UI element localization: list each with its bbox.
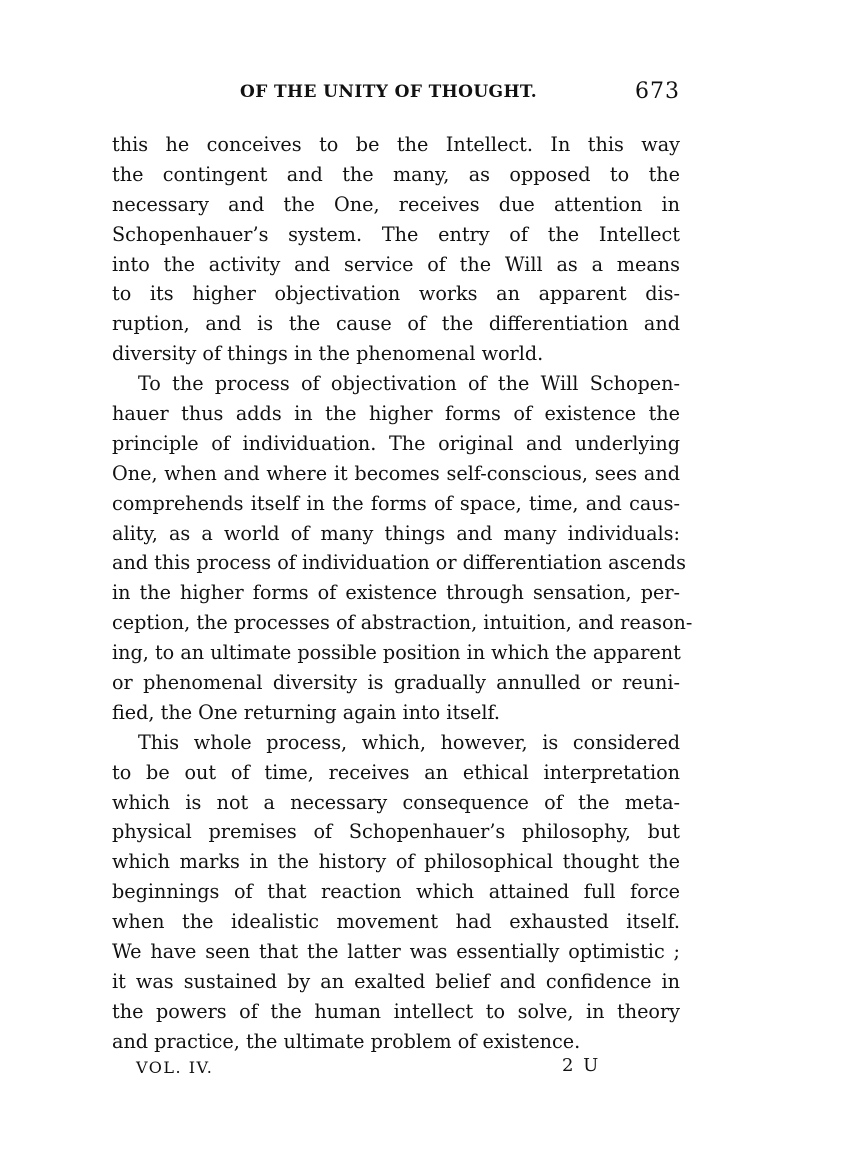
- text-line: ality, as a world of many things and many individuals:: [112, 521, 680, 545]
- text-line: hauer thus adds in the higher forms of existence the: [112, 402, 680, 426]
- text-line: This whole process, which, however, is considered: [138, 730, 680, 754]
- page-header: [112, 79, 680, 110]
- text-line: ception, the processes of abstraction, intuition, and reason-: [112, 611, 693, 635]
- text-line: physical premises of Schopenhauer’s philosophy, but: [112, 820, 680, 844]
- running-title: OF THE UNITY OF THOUGHT.: [240, 82, 538, 102]
- text-line: this he conceives to be the Intellect. In this way: [112, 133, 680, 156]
- text-line: diversity of things in the phenomenal world.: [112, 342, 544, 366]
- page-footer: [112, 1055, 680, 1084]
- text-line: to its higher objectivation works an apparent dis-: [112, 282, 680, 306]
- text-line: necessary and the One, receives due attention in: [112, 192, 680, 216]
- text-line: into the activity and service of the Will as a means: [112, 252, 680, 276]
- text-line: the contingent and the many, as opposed to the: [112, 162, 680, 186]
- signature-mark: 2 U: [562, 1055, 601, 1076]
- text-line: principle of individuation. The original and underlying: [112, 431, 680, 455]
- text-line: To the process of objectivation of the Will Schopen-: [138, 372, 680, 396]
- text-line: ing, to an ultimate possible position in which the apparent: [112, 641, 681, 665]
- text-line: to be out of time, receives an ethical interpretation: [112, 760, 680, 784]
- text-line: comprehends itself in the forms of space, time, and caus-: [112, 491, 680, 515]
- text-line: We have seen that the latter was essentially optimistic ;: [112, 940, 680, 964]
- volume-label: VOL. IV.: [136, 1058, 214, 1077]
- text-line: Schopenhauer’s system. The entry of the Intellect: [112, 222, 680, 246]
- text-line: which marks in the history of philosophical thought the: [112, 850, 680, 874]
- text-line: which is not a necessary consequence of the meta-: [112, 790, 680, 814]
- text-line: or phenomenal diversity is gradually annulled or reuni-: [112, 671, 680, 695]
- text-line: when the idealistic movement had exhausted itself.: [112, 910, 680, 934]
- body-text: [112, 130, 693, 1057]
- text-line: and practice, the ultimate problem of existence.: [112, 1029, 581, 1053]
- text-line: ruption, and is the cause of the differentiation and: [112, 312, 680, 336]
- text-line: and this process of individuation or differentiation ascends: [112, 551, 686, 575]
- text-line: fied, the One returning again into itself.: [112, 700, 501, 724]
- text-line: it was sustained by an exalted belief and confidence in: [112, 969, 680, 993]
- text-line: the powers of the human intellect to solve, in theory: [112, 999, 680, 1023]
- page-number: 673: [635, 79, 680, 104]
- text-line: beginnings of that reaction which attained full force: [112, 880, 680, 904]
- text-line: in the higher forms of existence through sensation, per-: [112, 581, 680, 605]
- text-line: One, when and where it becomes self-conscious, sees and: [112, 461, 680, 485]
